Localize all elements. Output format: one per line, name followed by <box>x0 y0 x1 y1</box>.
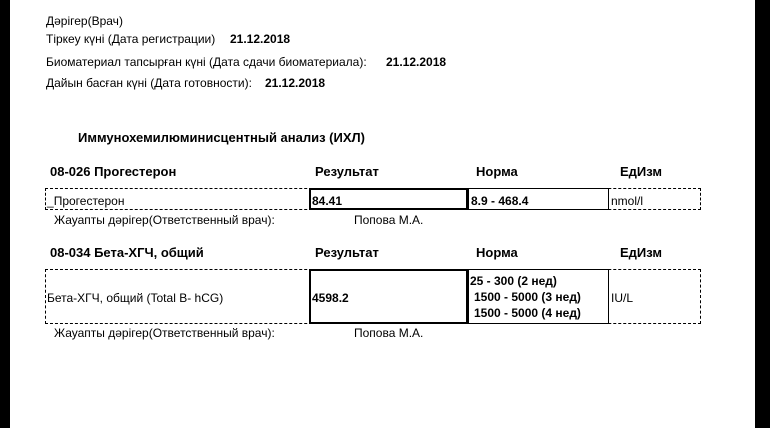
test-name: _Прогестерон <box>47 194 125 208</box>
unit-value: nmol/l <box>611 194 644 208</box>
doctor-label: Дәрігер(Врач) <box>46 14 123 28</box>
result-header: Результат <box>315 164 379 179</box>
responsible-label: Жауапты дәрігер(Ответственный врач): <box>54 326 275 340</box>
result-header: Результат <box>315 245 379 260</box>
result-value: 84.41 <box>312 194 343 208</box>
biomaterial-date: 21.12.2018 <box>386 55 447 69</box>
norm-value: 1500 - 5000 (4 нед) <box>474 306 581 320</box>
ready-date: 21.12.2018 <box>265 76 326 90</box>
norm-value: 1500 - 5000 (3 нед) <box>474 290 581 304</box>
unit-header: ЕдИзм <box>620 245 663 260</box>
lab-report-page <box>10 0 755 428</box>
ready-label: Дайын басған күні (Дата готовности): <box>46 76 252 90</box>
responsible-label: Жауапты дәрігер(Ответственный врач): <box>54 213 275 227</box>
test-code-name: 08-026 Прогестерон <box>50 164 177 179</box>
norm-value: 25 - 300 (2 нед) <box>470 274 557 288</box>
registration-date: 21.12.2018 <box>230 32 291 46</box>
unit-value: IU/L <box>611 291 634 305</box>
test-name-text: Прогестерон <box>53 194 125 208</box>
analysis-title: Иммунохемилюминисцентный анализ (ИХЛ) <box>78 130 365 145</box>
responsible-name: Попова М.А. <box>354 326 424 340</box>
biomaterial-label: Биоматериал тапсырған күні (Дата сдачи биоматериала): <box>46 55 367 69</box>
norm-value: 8.9 - 468.4 <box>471 194 529 208</box>
responsible-name: Попова М.А. <box>354 213 424 227</box>
result-value: 4598.2 <box>312 291 349 305</box>
unit-header: ЕдИзм <box>620 164 663 179</box>
norm-header: Норма <box>476 245 518 260</box>
registration-label: Тіркеу күні (Дата регистрации) <box>46 32 216 46</box>
norm-header: Норма <box>476 164 518 179</box>
test-code-name: 08-034 Бета-ХГЧ, общий <box>50 245 204 260</box>
test-name: Бета-ХГЧ, общий (Total B- hCG) <box>47 291 224 305</box>
